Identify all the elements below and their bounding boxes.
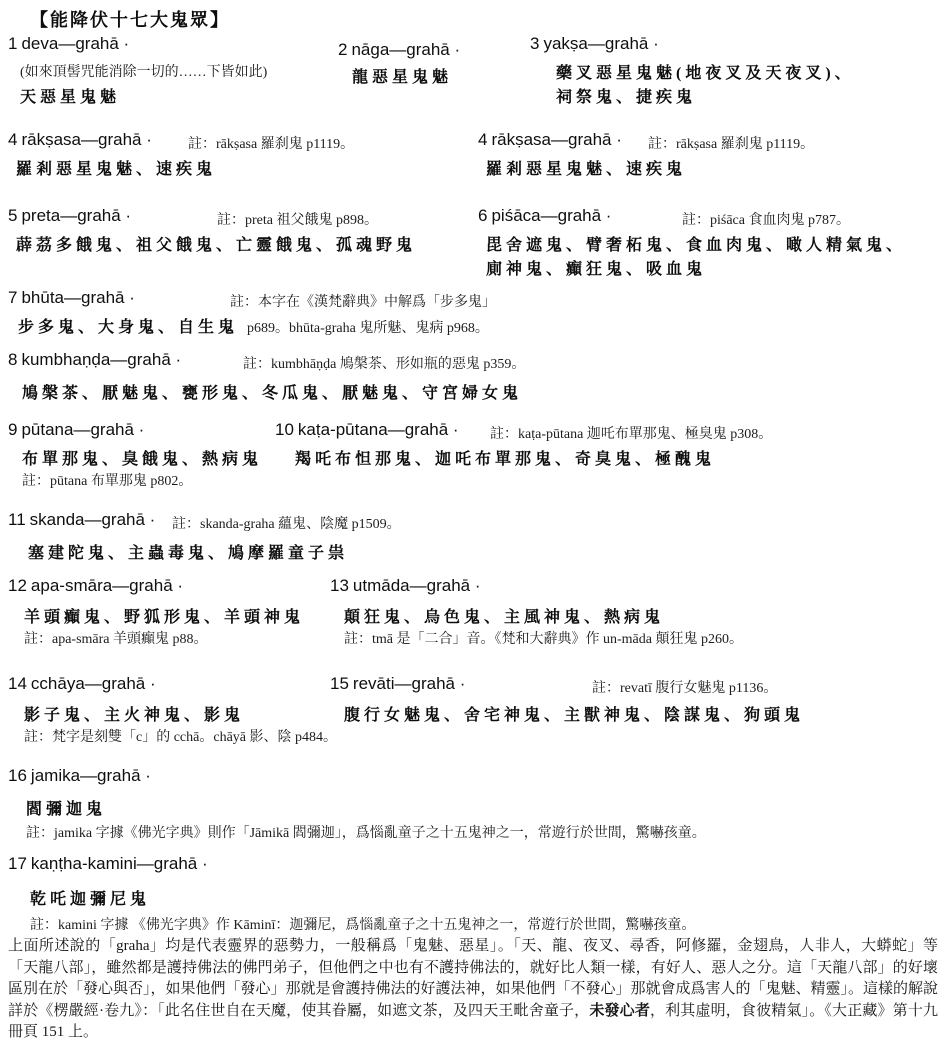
- sanskrit-term: kumbhaṇḍa—grahā ·: [21, 350, 182, 369]
- entry-8-gloss: 鳩槃茶、厭魅鬼、甕形鬼、冬瓜鬼、厭魅鬼、守宮婦女鬼: [22, 385, 523, 402]
- entry-16-header: [8, 766, 151, 786]
- entry-number: 16: [8, 766, 27, 785]
- entry-5-header: [8, 206, 131, 226]
- entry-4r-note: 註：rākṣasa 羅刹鬼 p1119。: [648, 137, 815, 152]
- entry-number: 17: [8, 854, 27, 873]
- entry-2-gloss: 龍惡星鬼魅: [352, 69, 453, 86]
- entry-13-gloss: 顛狂鬼、烏色鬼、主風神鬼、熱病鬼: [344, 609, 665, 626]
- entry-1-gloss: 天惡星鬼魅: [20, 89, 121, 106]
- entry-7-header: [8, 288, 135, 308]
- entry-number: 5: [8, 206, 18, 225]
- entry-16-gloss: 閻彌迦鬼: [26, 801, 107, 818]
- entry-number: 8: [8, 350, 18, 369]
- entry-17-gloss: 乾吒迦彌尼鬼: [30, 891, 151, 908]
- entry-11-gloss: 塞建陀鬼、主蟲毒鬼、鳩摩羅童子祟: [28, 545, 349, 562]
- entry-number: 1: [8, 34, 18, 53]
- entry-number: 13: [330, 576, 349, 595]
- commentary-bold-phrase: 未發心者: [589, 1002, 650, 1019]
- entry-11-header: [8, 510, 155, 530]
- entry-9-note: 註：pūtana 布單那鬼 p802。: [22, 474, 193, 489]
- entry-15-note: 註：revatī 腹行女魅鬼 p1136。: [592, 681, 778, 696]
- entry-17-header: [8, 854, 208, 874]
- entry-16-note: 註：jamika 字據《佛光字典》則作「Jāmikā 閻彌迦」，爲惱亂童子之十五鬼神之一，常遊行於世間，驚嚇孩童。: [26, 826, 706, 841]
- entry-number: 15: [330, 674, 349, 693]
- entry-2-header: [338, 40, 460, 60]
- sanskrit-term: pūtana—grahā ·: [21, 420, 145, 439]
- entry-14-note: 註：梵字是刻雙「c」的 cchā。chāyā 影、陰 p484。: [24, 730, 337, 745]
- entry-13-header: [330, 576, 481, 596]
- entry-10-note: 註：kaṭa-pūtana 迦吒布單那鬼、極臭鬼 p308。: [490, 427, 773, 442]
- entry-3-gloss: 藥叉惡星鬼魅(地夜叉及天夜叉)、: [556, 65, 855, 82]
- sanskrit-term: kaṇṭha-kamini—grahā ·: [30, 854, 208, 873]
- entry-4-header: [8, 130, 152, 150]
- entry-11-note: 註：skanda-graha 蘊鬼、陰魔 p1509。: [172, 517, 401, 532]
- entry-12-header: [8, 576, 183, 596]
- entry-4-gloss: 羅剎惡星鬼魅、速疾鬼: [16, 161, 217, 178]
- sanskrit-term: bhūta—grahā ·: [21, 288, 135, 307]
- entry-9-gloss: 布單那鬼、臭餓鬼、熱病鬼: [22, 451, 263, 468]
- entry-number: 3: [530, 34, 540, 53]
- sanskrit-term: rākṣasa—grahā ·: [21, 130, 152, 149]
- entry-number: 9: [8, 420, 18, 439]
- sanskrit-term: deva—grahā ·: [21, 34, 130, 53]
- entry-6-header: [478, 206, 611, 226]
- entry-number: 12: [8, 576, 27, 595]
- entry-8-note: 註：kumbhāṇḍa 鳩槃茶、形如瓶的惡鬼 p359。: [243, 357, 526, 372]
- entry-4-note: 註：rākṣasa 羅刹鬼 p1119。: [188, 137, 355, 152]
- entry-4r-gloss: 羅剎惡星鬼魅、速疾鬼: [486, 161, 687, 178]
- entry-1-header: [8, 34, 129, 54]
- entry-number: 4: [8, 130, 18, 149]
- commentary-text: ，利其虛明，食彼精氣」。《大正藏》第十九冊頁 151 上。: [8, 1002, 938, 1040]
- entry-10-header: [275, 420, 459, 440]
- entry-1-paren-note: (如來頂髻咒能消除一切的……下皆如此): [20, 65, 268, 80]
- entry-6-gloss: 廁神鬼、癲狂鬼、吸血鬼: [486, 261, 707, 278]
- entry-7-note-continuation: p689。bhūta-graha 鬼所魅、鬼病 p968。: [247, 321, 489, 336]
- entry-7-gloss: 步多鬼、大身鬼、自生鬼: [18, 319, 239, 336]
- sanskrit-term: utmāda—grahā ·: [352, 576, 481, 595]
- entry-number: 6: [478, 206, 488, 225]
- entry-17-note: 註：kamini 字據 《佛光字典》作 Kāminī：迦彌尼，爲惱亂童子之十五鬼神之一，常遊行於世間，驚嚇孩童。: [30, 918, 696, 933]
- entry-4r-header: [478, 130, 622, 150]
- entry-10-gloss: 羯吒布怛那鬼、迦吒布單那鬼、奇臭鬼、極醜鬼: [295, 451, 716, 468]
- entry-15-gloss: 腹行女魅鬼、舍宅神鬼、主獸神鬼、陰謀鬼、狗頭鬼: [344, 707, 805, 724]
- sanskrit-term: cchāya—grahā ·: [30, 674, 156, 693]
- entry-13-note: 註：tmā 是「二合」音。《梵和大辭典》作 un-māda 顛狂鬼 p260。: [344, 632, 743, 647]
- sanskrit-term: skanda—grahā ·: [29, 510, 156, 529]
- sanskrit-term: revāti—grahā ·: [352, 674, 466, 693]
- entry-9-header: [8, 420, 144, 440]
- entry-number: 2: [338, 40, 348, 59]
- entry-5-note: 註：preta 祖父餓鬼 p898。: [217, 213, 378, 228]
- sanskrit-term: jamika—grahā ·: [30, 766, 151, 785]
- commentary-paragraph: [8, 936, 938, 1044]
- entry-6-gloss: 毘舍遮鬼、臂奢柘鬼、食血肉鬼、噉人精氣鬼、: [486, 237, 907, 254]
- entry-number: 10: [275, 420, 294, 439]
- entry-14-gloss: 影子鬼、主火神鬼、影鬼: [24, 707, 245, 724]
- entry-15-header: [330, 674, 465, 694]
- sanskrit-term: apa-smāra—grahā ·: [30, 576, 184, 595]
- entry-3-header: [530, 34, 659, 54]
- entry-14-header: [8, 674, 156, 694]
- page-title: 【能降伏十七大鬼眾】: [30, 10, 230, 30]
- sanskrit-term: preta—grahā ·: [21, 206, 132, 225]
- entry-12-note: 註：apa-smāra 羊頭癲鬼 p88。: [24, 632, 208, 647]
- entry-12-gloss: 羊頭癲鬼、野狐形鬼、羊頭神鬼: [24, 609, 305, 626]
- entry-5-gloss: 薜茘多餓鬼、祖父餓鬼、亡靈餓鬼、孤魂野鬼: [16, 237, 417, 254]
- entry-number: 14: [8, 674, 27, 693]
- entry-8-header: [8, 350, 181, 370]
- sanskrit-term: rākṣasa—grahā ·: [491, 130, 622, 149]
- entry-number: 11: [8, 510, 26, 529]
- entry-number: 7: [8, 288, 18, 307]
- commentary-text: 上面所述說的「graha」均是代表靈界的惡勢力，一般稱爲「鬼魅、惡星」。「天、龍、夜叉、尋香，阿修羅，金翅鳥，人非人，大蟒蛇」等「天龍八部」，雖然都是護持佛法的佛門弟子，但他們之中也有不護持佛法的，就好比人類一樣，有好人、惡人之分。這「天龍八部」的好壞區別在於「發心與否」，如果他們「發心」那就是會護持佛法的好護法神，如果他們「不發心」那就會成爲害人的「鬼魅、精靈」。這樣的解說詳於《楞嚴經·卷九》：「此名住世自在天魔，使其眷屬，如遮文茶，及四天王毗舍童子，: [8, 938, 939, 1019]
- entry-3-gloss: 祠祭鬼、捷疾鬼: [556, 89, 697, 106]
- entry-number: 4: [478, 130, 488, 149]
- entry-7-note: 註：本字在《漢梵辭典》中解爲「步多鬼」: [230, 295, 496, 310]
- sanskrit-term: piśāca—grahā ·: [491, 206, 612, 225]
- sanskrit-term: yakṣa—grahā ·: [543, 34, 659, 53]
- sanskrit-term: kaṭa-pūtana—grahā ·: [297, 420, 459, 439]
- sanskrit-term: nāga—grahā ·: [351, 40, 461, 59]
- entry-6-note: 註：piśāca 食血肉鬼 p787。: [682, 213, 850, 228]
